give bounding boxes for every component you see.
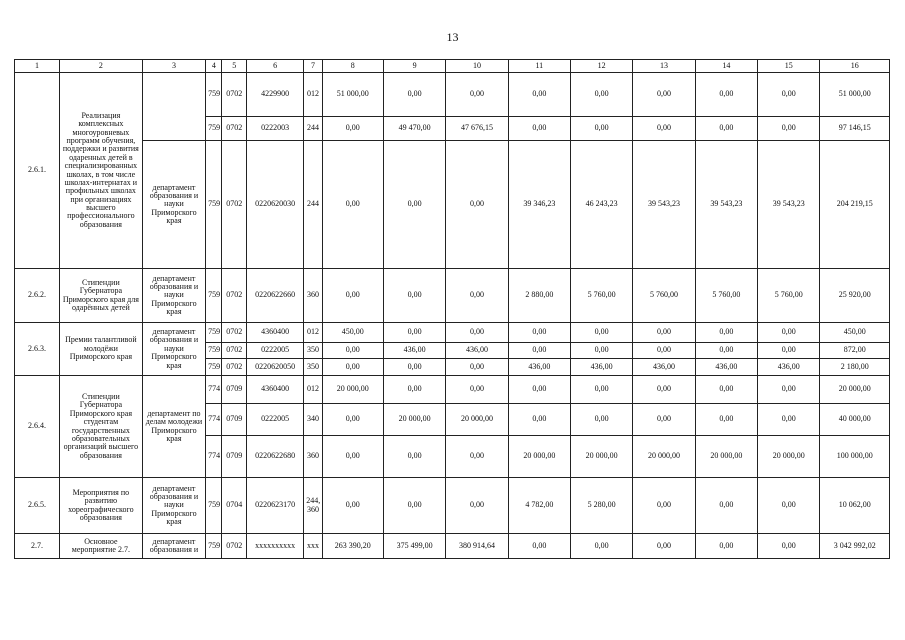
amount-cell: 263 390,20 <box>322 534 383 559</box>
amount-cell: 0,00 <box>383 269 445 323</box>
amount-cell: 0,00 <box>322 404 383 436</box>
budget-code-cell: 774 <box>206 404 222 436</box>
amount-cell: 0,00 <box>758 323 820 343</box>
total-cell: 25 920,00 <box>820 269 890 323</box>
amount-cell: 5 760,00 <box>695 269 757 323</box>
amount-cell: 46 243,23 <box>571 141 633 269</box>
amount-cell: 4 782,00 <box>508 478 570 534</box>
total-cell: 872,00 <box>820 343 890 359</box>
total-cell: 100 000,00 <box>820 436 890 478</box>
amount-cell: 0,00 <box>508 534 570 559</box>
amount-cell: 20 000,00 <box>633 436 695 478</box>
amount-cell: 0,00 <box>571 73 633 117</box>
budget-code-cell: 759 <box>206 534 222 559</box>
item-code-cell: 2.6.4. <box>15 376 60 478</box>
item-name-cell: Стипендии Губернатора Приморского края студентам государственных образовательных организаций высшего образования <box>59 376 142 478</box>
amount-cell: 0,00 <box>322 436 383 478</box>
amount-cell: 0,00 <box>633 478 695 534</box>
amount-cell: 39 543,23 <box>695 141 757 269</box>
budget-code-cell: 0702 <box>222 359 247 376</box>
budget-code-cell: 0702 <box>222 343 247 359</box>
item-code-cell: 2.6.5. <box>15 478 60 534</box>
amount-cell: 436,00 <box>508 359 570 376</box>
amount-cell: 0,00 <box>571 404 633 436</box>
amount-cell: 0,00 <box>571 323 633 343</box>
item-code-cell: 2.7. <box>15 534 60 559</box>
amount-cell: 49 470,00 <box>383 117 445 141</box>
header-cell: 16 <box>820 60 890 73</box>
amount-cell: 0,00 <box>508 404 570 436</box>
budget-code-cell: хххххххххх <box>247 534 304 559</box>
budget-code-cell: 774 <box>206 376 222 404</box>
budget-code-cell: 0709 <box>222 376 247 404</box>
amount-cell: 39 543,23 <box>633 141 695 269</box>
amount-cell: 0,00 <box>383 73 445 117</box>
amount-cell: 0,00 <box>446 141 508 269</box>
amount-cell: 0,00 <box>383 141 445 269</box>
budget-code-cell: 340 <box>304 404 322 436</box>
header-cell: 3 <box>142 60 205 73</box>
amount-cell: 0,00 <box>446 376 508 404</box>
budget-code-cell: 0709 <box>222 404 247 436</box>
budget-code-cell: 0222003 <box>247 117 304 141</box>
amount-cell: 0,00 <box>508 323 570 343</box>
amount-cell: 0,00 <box>633 404 695 436</box>
total-cell: 204 219,15 <box>820 141 890 269</box>
budget-code-cell: 759 <box>206 117 222 141</box>
amount-cell: 20 000,00 <box>758 436 820 478</box>
amount-cell: 0,00 <box>633 73 695 117</box>
amount-cell: 20 000,00 <box>508 436 570 478</box>
header-cell: 9 <box>383 60 445 73</box>
amount-cell: 20 000,00 <box>571 436 633 478</box>
budget-code-cell: 0220620050 <box>247 359 304 376</box>
executor-cell: департамент по делам молодежи Приморского края <box>142 376 205 478</box>
table-row <box>15 269 890 323</box>
header-cell: 8 <box>322 60 383 73</box>
budget-code-cell: 774 <box>206 436 222 478</box>
budget-code-cell: 0220623170 <box>247 478 304 534</box>
amount-cell: 0,00 <box>383 376 445 404</box>
executor-cell: департамент образования и науки Приморского края <box>142 269 205 323</box>
amount-cell: 5 280,00 <box>571 478 633 534</box>
header-cell: 1 <box>15 60 60 73</box>
total-cell: 97 146,15 <box>820 117 890 141</box>
amount-cell: 436,00 <box>758 359 820 376</box>
executor-cell: департамент образования и науки Приморского края <box>142 141 205 269</box>
amount-cell: 0,00 <box>695 404 757 436</box>
total-cell: 51 000,00 <box>820 73 890 117</box>
item-code-cell: 2.6.1. <box>15 73 60 269</box>
executor-cell: департамент образования и науки Приморского края <box>142 478 205 534</box>
total-cell: 450,00 <box>820 323 890 343</box>
header-cell: 12 <box>571 60 633 73</box>
header-cell: 11 <box>508 60 570 73</box>
header-cell: 5 <box>222 60 247 73</box>
amount-cell: 0,00 <box>758 73 820 117</box>
item-name-cell: Реализация комплексных многоуровневых программ обучения, поддержки и развития одаренных детей в специализированных школах, в том числе школах-интернатах и профильных школах при организациях высшего профессионального образования <box>59 73 142 269</box>
budget-code-cell: 0704 <box>222 478 247 534</box>
item-name-cell: Мероприятия по развитию хореографического образования <box>59 478 142 534</box>
budget-code-cell: 012 <box>304 73 322 117</box>
amount-cell: 0,00 <box>322 269 383 323</box>
executor-cell <box>142 73 205 141</box>
budget-code-cell: 0702 <box>222 117 247 141</box>
budget-code-cell: 4360400 <box>247 323 304 343</box>
item-code-cell: 2.6.2. <box>15 269 60 323</box>
amount-cell: 0,00 <box>758 343 820 359</box>
budget-code-cell: 759 <box>206 269 222 323</box>
header-cell: 6 <box>247 60 304 73</box>
amount-cell: 0,00 <box>508 343 570 359</box>
table-row <box>15 141 890 269</box>
amount-cell: 0,00 <box>508 117 570 141</box>
budget-code-cell: 0220622680 <box>247 436 304 478</box>
amount-cell: 0,00 <box>758 534 820 559</box>
amount-cell: 0,00 <box>508 73 570 117</box>
amount-cell: 39 346,23 <box>508 141 570 269</box>
header-cell: 10 <box>446 60 508 73</box>
table-row <box>15 478 890 534</box>
amount-cell: 0,00 <box>446 73 508 117</box>
amount-cell: 436,00 <box>633 359 695 376</box>
header-cell: 14 <box>695 60 757 73</box>
amount-cell: 0,00 <box>383 478 445 534</box>
amount-cell: 0,00 <box>383 323 445 343</box>
amount-cell: 5 760,00 <box>571 269 633 323</box>
amount-cell: 0,00 <box>446 269 508 323</box>
amount-cell: 0,00 <box>571 534 633 559</box>
amount-cell: 20 000,00 <box>383 404 445 436</box>
amount-cell: 0,00 <box>571 343 633 359</box>
amount-cell: 0,00 <box>758 478 820 534</box>
amount-cell: 5 760,00 <box>633 269 695 323</box>
table-row <box>15 534 890 559</box>
amount-cell: 0,00 <box>758 404 820 436</box>
table-row <box>15 323 890 343</box>
amount-cell: 0,00 <box>633 343 695 359</box>
budget-code-cell: 0702 <box>222 323 247 343</box>
header-cell: 2 <box>59 60 142 73</box>
amount-cell: 0,00 <box>446 436 508 478</box>
amount-cell: 436,00 <box>571 359 633 376</box>
budget-code-cell: 759 <box>206 323 222 343</box>
amount-cell: 0,00 <box>508 376 570 404</box>
budget-code-cell: 0220620030 <box>247 141 304 269</box>
budget-code-cell: 244 <box>304 117 322 141</box>
amount-cell: 5 760,00 <box>758 269 820 323</box>
amount-cell: 0,00 <box>322 117 383 141</box>
header-cell: 15 <box>758 60 820 73</box>
item-name-cell: Стипендии Губернатора Приморского края для одарённых детей <box>59 269 142 323</box>
budget-code-cell: 4229900 <box>247 73 304 117</box>
amount-cell: 0,00 <box>758 117 820 141</box>
budget-code-cell: 0702 <box>222 269 247 323</box>
header-cell: 7 <box>304 60 322 73</box>
budget-code-cell: 350 <box>304 343 322 359</box>
total-cell: 20 000,00 <box>820 376 890 404</box>
amount-cell: 0,00 <box>383 359 445 376</box>
amount-cell: 20 000,00 <box>695 436 757 478</box>
amount-cell: 0,00 <box>446 323 508 343</box>
budget-code-cell: 0222005 <box>247 343 304 359</box>
budget-code-cell: 0709 <box>222 436 247 478</box>
amount-cell: 0,00 <box>446 359 508 376</box>
table-row <box>15 73 890 117</box>
executor-cell: департамент образования и <box>142 534 205 559</box>
budget-code-cell: 759 <box>206 478 222 534</box>
total-cell: 40 000,00 <box>820 404 890 436</box>
budget-code-cell: 244 <box>304 141 322 269</box>
item-name-cell: Основное мероприятие 2.7. <box>59 534 142 559</box>
amount-cell: 0,00 <box>695 478 757 534</box>
amount-cell: 0,00 <box>758 376 820 404</box>
budget-table <box>14 59 890 559</box>
amount-cell: 0,00 <box>383 436 445 478</box>
amount-cell: 436,00 <box>695 359 757 376</box>
budget-code-cell: 759 <box>206 343 222 359</box>
amount-cell: 0,00 <box>695 534 757 559</box>
amount-cell: 0,00 <box>571 117 633 141</box>
header-row <box>15 60 890 73</box>
budget-code-cell: 012 <box>304 323 322 343</box>
item-name-cell: Премии талантливой молодёжи Приморского края <box>59 323 142 376</box>
amount-cell: 0,00 <box>446 478 508 534</box>
budget-code-cell: 0220622660 <box>247 269 304 323</box>
table-row <box>15 376 890 404</box>
budget-code-cell: 759 <box>206 359 222 376</box>
budget-code-cell: 0702 <box>222 73 247 117</box>
amount-cell: 20 000,00 <box>322 376 383 404</box>
budget-code-cell: 012 <box>304 376 322 404</box>
budget-code-cell: 0702 <box>222 141 247 269</box>
budget-code-cell: 759 <box>206 73 222 117</box>
amount-cell: 436,00 <box>446 343 508 359</box>
amount-cell: 0,00 <box>695 343 757 359</box>
budget-code-cell: 0702 <box>222 534 247 559</box>
total-cell: 2 180,00 <box>820 359 890 376</box>
amount-cell: 0,00 <box>695 73 757 117</box>
amount-cell: 39 543,23 <box>758 141 820 269</box>
amount-cell: 0,00 <box>695 323 757 343</box>
budget-code-cell: ххх <box>304 534 322 559</box>
amount-cell: 0,00 <box>571 376 633 404</box>
amount-cell: 450,00 <box>322 323 383 343</box>
amount-cell: 380 914,64 <box>446 534 508 559</box>
amount-cell: 0,00 <box>633 534 695 559</box>
header-cell: 13 <box>633 60 695 73</box>
executor-cell: департамент образования и науки Приморского края <box>142 323 205 376</box>
budget-code-cell: 4360400 <box>247 376 304 404</box>
amount-cell: 0,00 <box>322 359 383 376</box>
amount-cell: 0,00 <box>322 478 383 534</box>
amount-cell: 2 880,00 <box>508 269 570 323</box>
amount-cell: 0,00 <box>633 323 695 343</box>
amount-cell: 0,00 <box>633 117 695 141</box>
amount-cell: 0,00 <box>633 376 695 404</box>
amount-cell: 0,00 <box>322 141 383 269</box>
header-cell: 4 <box>206 60 222 73</box>
amount-cell: 436,00 <box>383 343 445 359</box>
budget-code-cell: 759 <box>206 141 222 269</box>
total-cell: 3 042 992,02 <box>820 534 890 559</box>
budget-code-cell: 360 <box>304 436 322 478</box>
amount-cell: 0,00 <box>322 343 383 359</box>
amount-cell: 375 499,00 <box>383 534 445 559</box>
amount-cell: 47 676,15 <box>446 117 508 141</box>
amount-cell: 51 000,00 <box>322 73 383 117</box>
budget-code-cell: 244, 360 <box>304 478 322 534</box>
total-cell: 10 062,00 <box>820 478 890 534</box>
page-number: 13 <box>446 30 459 44</box>
budget-code-cell: 360 <box>304 269 322 323</box>
budget-code-cell: 350 <box>304 359 322 376</box>
budget-code-cell: 0222005 <box>247 404 304 436</box>
amount-cell: 20 000,00 <box>446 404 508 436</box>
item-code-cell: 2.6.3. <box>15 323 60 376</box>
amount-cell: 0,00 <box>695 117 757 141</box>
amount-cell: 0,00 <box>695 376 757 404</box>
